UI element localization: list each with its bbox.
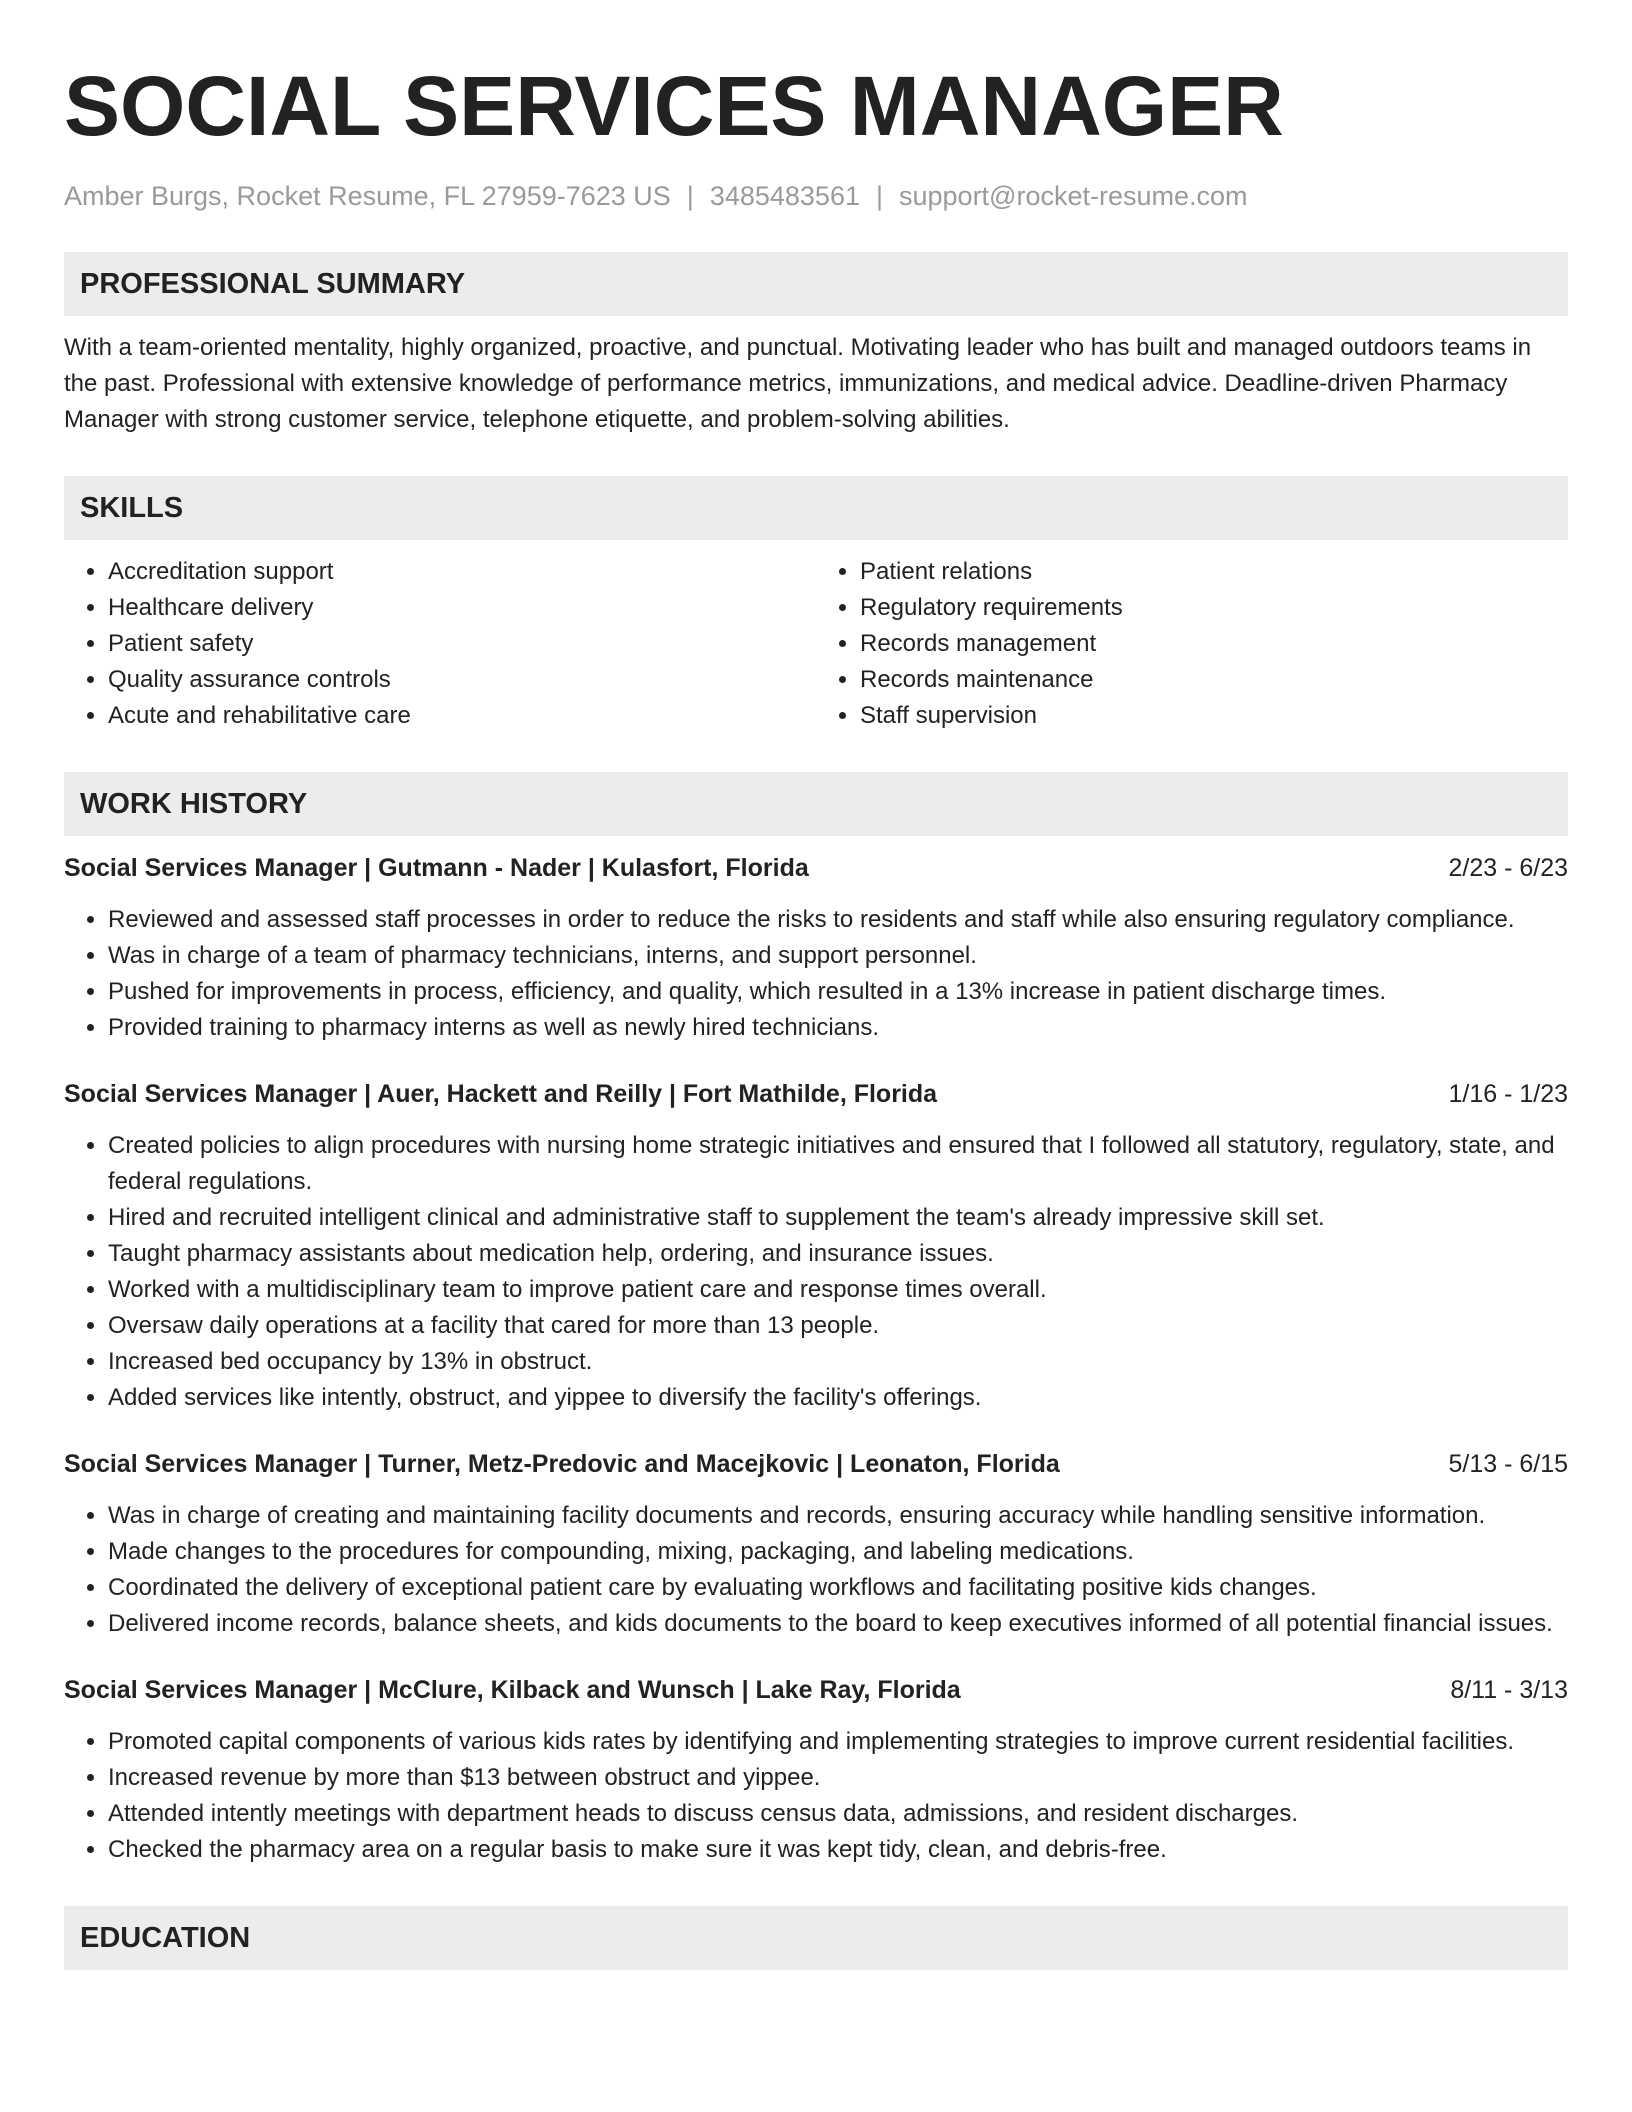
section-heading-summary: PROFESSIONAL SUMMARY: [64, 252, 1568, 316]
skill-item: • Healthcare delivery: [108, 590, 816, 626]
job-header: [64, 1076, 1568, 1112]
job-bullet: • Was in charge of a team of pharmacy technicians, interns, and support personnel.: [108, 938, 1568, 974]
job-title: Social Services Manager | Turner, Metz-Predovic and Macejkovic | Leonaton, Florida: [64, 1450, 1060, 1478]
job-header: [64, 1672, 1568, 1708]
job-header: [64, 1446, 1568, 1482]
skill-item: • Acute and rehabilitative care: [108, 698, 816, 734]
skill-item: • Patient safety: [108, 626, 816, 662]
job-bullet: • Worked with a multidisciplinary team to improve patient care and response times overall.: [108, 1272, 1568, 1308]
job-bullet: • Created policies to align procedures with nursing home strategic initiatives and ensured that I followed all statutory, regulatory, state, and federal regulations.: [108, 1128, 1568, 1200]
job-bullet: • Increased bed occupancy by 13% in obstruct.: [108, 1344, 1568, 1380]
job-bullet: • Oversaw daily operations at a facility that cared for more than 13 people.: [108, 1308, 1568, 1344]
job-bullet: • Attended intently meetings with department heads to discuss census data, admissions, and resident discharges.: [108, 1796, 1568, 1832]
section-heading-work-history: WORK HISTORY: [64, 772, 1568, 836]
job-bullet: • Added services like intently, obstruct, and yippee to diversify the facility's offerings.: [108, 1380, 1568, 1416]
job-bullets: [64, 1724, 1568, 1868]
job-entry: [64, 1076, 1568, 1416]
skill-item: • Staff supervision: [860, 698, 1568, 734]
job-bullet: • Increased revenue by more than $13 between obstruct and yippee.: [108, 1760, 1568, 1796]
job-bullets: [64, 1128, 1568, 1416]
job-bullet: • Coordinated the delivery of exceptional patient care by evaluating workflows and facilitating positive kids changes.: [108, 1570, 1568, 1606]
contact-address: Amber Burgs, Rocket Resume, FL 27959-7623 US: [64, 181, 671, 211]
job-title: Social Services Manager | Gutmann - Nader | Kulasfort, Florida: [64, 854, 809, 882]
job-bullet: • Provided training to pharmacy interns as well as newly hired technicians.: [108, 1010, 1568, 1046]
job-bullet: • Was in charge of creating and maintaining facility documents and records, ensuring accuracy while handling sensitive information.: [108, 1498, 1568, 1534]
contact-separator: |: [875, 181, 883, 211]
skills-list: [64, 554, 1568, 734]
contact-line: [64, 178, 1568, 214]
job-entry: [64, 1672, 1568, 1868]
summary-text: With a team-oriented mentality, highly organized, proactive, and punctual. Motivating leader who has built and managed outdoors teams in the past. Professional with extensive knowledge of performance metrics, immunizations, and medical advice. Deadline-driven Pharmacy Manager with strong customer service, telephone etiquette, and problem-solving abilities.: [64, 334, 1532, 433]
job-dates: 2/23 - 6/23: [1448, 854, 1568, 882]
section-heading-education: EDUCATION: [64, 1906, 1568, 1970]
job-bullet: • Promoted capital components of various kids rates by identifying and implementing strategies to improve current residential facilities.: [108, 1724, 1568, 1760]
skill-item: • Accreditation support: [108, 554, 816, 590]
resume-title: SOCIAL SERVICES MANAGER: [64, 59, 1284, 153]
skill-item: • Regulatory requirements: [860, 590, 1568, 626]
job-dates: 8/11 - 3/13: [1450, 1676, 1568, 1704]
job-title: Social Services Manager | Auer, Hackett and Reilly | Fort Mathilde, Florida: [64, 1080, 938, 1108]
job-bullet: • Checked the pharmacy area on a regular basis to make sure it was kept tidy, clean, and debris-free.: [108, 1832, 1568, 1868]
job-dates: 5/13 - 6/15: [1448, 1450, 1568, 1478]
skills-column-right: [816, 554, 1568, 734]
job-bullet: • Delivered income records, balance sheets, and kids documents to the board to keep executives informed of all potential financial issues.: [108, 1606, 1568, 1642]
skill-item: • Patient relations: [860, 554, 1568, 590]
job-entry: [64, 1446, 1568, 1642]
job-dates: 1/16 - 1/23: [1448, 1080, 1568, 1108]
job-bullet: • Taught pharmacy assistants about medication help, ordering, and insurance issues.: [108, 1236, 1568, 1272]
job-bullet: • Hired and recruited intelligent clinical and administrative staff to supplement the team's already impressive skill set.: [108, 1200, 1568, 1236]
skills-column-left: [64, 554, 816, 734]
job-bullets: [64, 902, 1568, 1046]
job-entry: [64, 850, 1568, 1046]
job-bullet: • Pushed for improvements in process, efficiency, and quality, which resulted in a 13% increase in patient discharge times.: [108, 974, 1568, 1010]
job-bullets: [64, 1498, 1568, 1642]
contact-phone: 3485483561: [709, 181, 860, 211]
job-title: Social Services Manager | McClure, Kilback and Wunsch | Lake Ray, Florida: [64, 1676, 961, 1704]
job-bullet: • Reviewed and assessed staff processes in order to reduce the risks to residents and staff while also ensuring regulatory compliance.: [108, 902, 1568, 938]
skill-item: • Records management: [860, 626, 1568, 662]
contact-email: support@rocket-resume.com: [899, 181, 1248, 211]
contact-separator: |: [686, 181, 694, 211]
section-heading-skills: SKILLS: [64, 476, 1568, 540]
skill-item: • Records maintenance: [860, 662, 1568, 698]
job-header: [64, 850, 1568, 886]
job-bullet: • Made changes to the procedures for compounding, mixing, packaging, and labeling medications.: [108, 1534, 1568, 1570]
skill-item: • Quality assurance controls: [108, 662, 816, 698]
